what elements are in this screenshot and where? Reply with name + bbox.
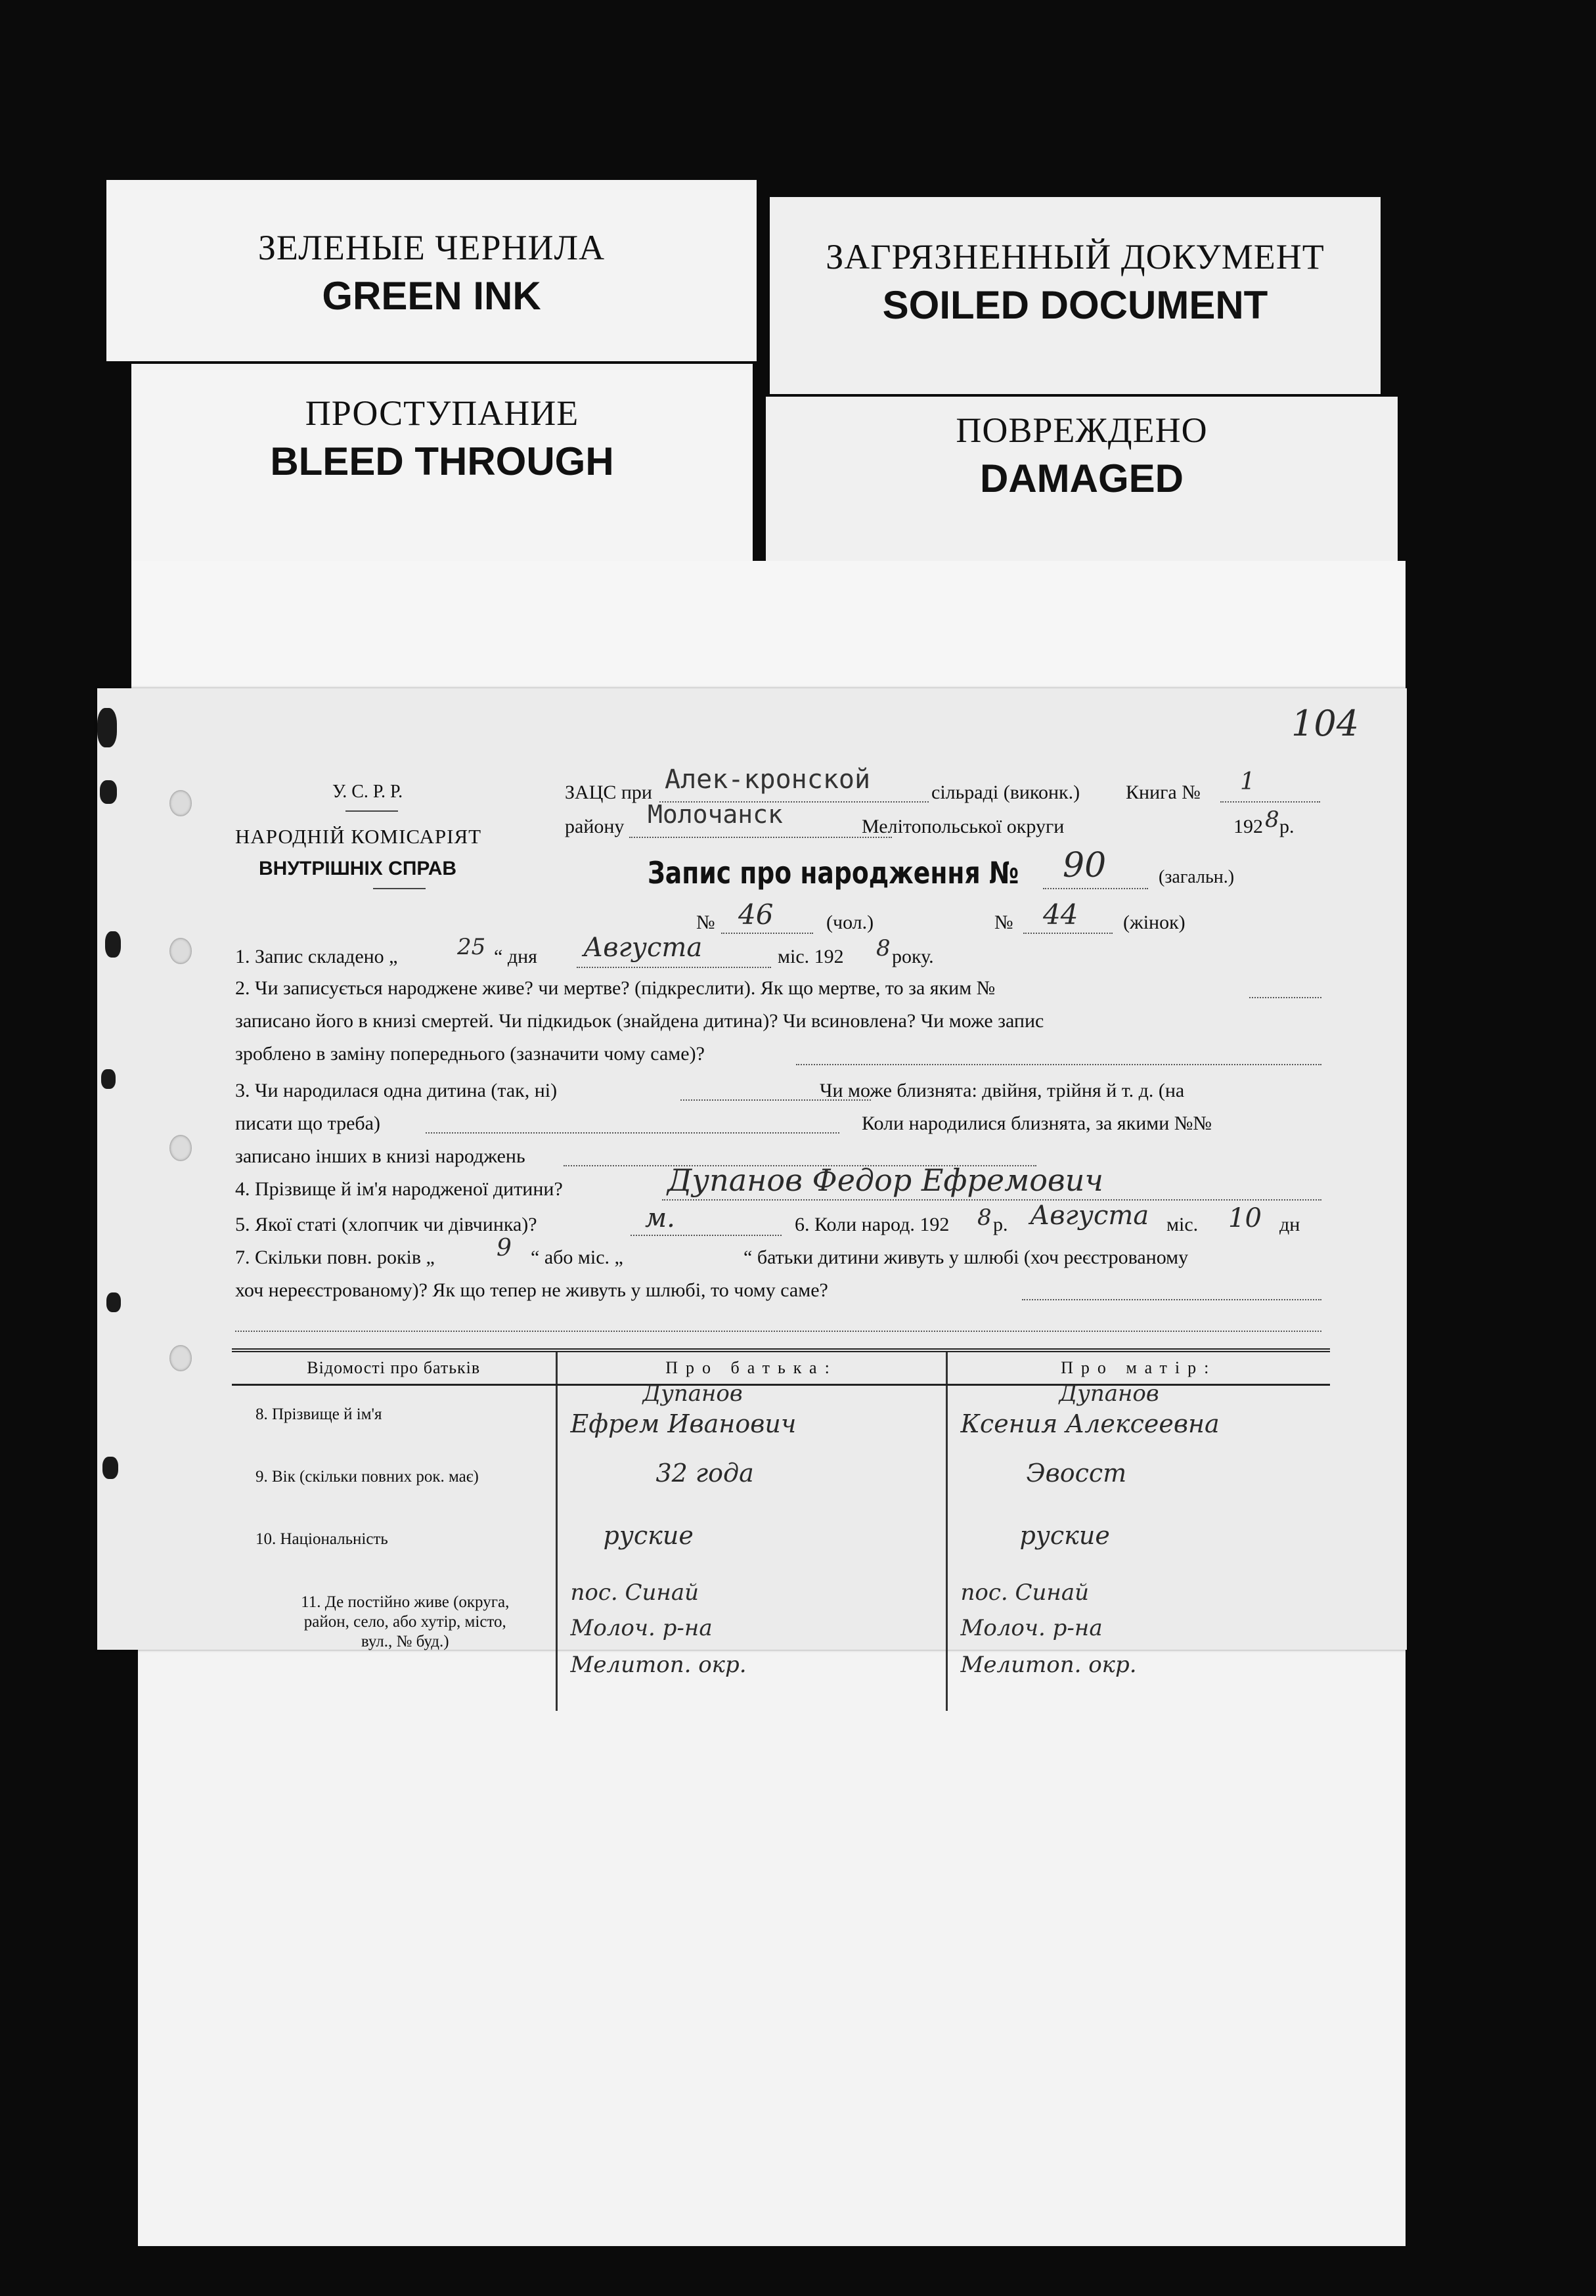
mother-residence-cell <box>946 1579 1330 1711</box>
green-ink-card <box>106 180 757 361</box>
raion-label: району <box>565 816 625 837</box>
page-number: 104 <box>1291 703 1360 744</box>
edge-damage <box>102 1457 118 1479</box>
punch-hole <box>169 1345 192 1371</box>
line-3c: писати що треба) <box>235 1113 380 1134</box>
edge-damage <box>106 1292 121 1312</box>
line-7b: “ або міс. „ <box>531 1247 623 1268</box>
line-2a: 2. Чи записується народжене живе? чи мертве? (підкреслити). Як що мертве, то за яким № <box>235 977 996 999</box>
father-given-name: Ефрем Иванович <box>570 1409 797 1438</box>
year-suffix: р. <box>1279 816 1295 837</box>
line-6-year: р. <box>993 1214 1008 1235</box>
zhinok-no-label: № <box>994 912 1013 933</box>
record-month: Августа <box>583 933 703 963</box>
father-age-cell <box>556 1455 946 1517</box>
mother-age: Эвосст <box>1026 1459 1127 1488</box>
punch-hole <box>169 1135 192 1161</box>
chol-label: (чол.) <box>826 912 874 933</box>
card-label-en: BLEED THROUGH <box>270 439 614 483</box>
line-6-month: міс. <box>1166 1214 1199 1235</box>
mother-nationality-cell <box>946 1517 1330 1579</box>
line-6-day: дн <box>1279 1214 1300 1235</box>
father-nationality: руские <box>603 1521 694 1550</box>
line-5-label: 5. Якої статі (хлопчик чи дівчинка)? <box>235 1214 537 1235</box>
header-father: Про батька: <box>556 1350 946 1385</box>
child-name: Дупанов Федор Ефремович <box>667 1162 1103 1198</box>
birth-month: Августа <box>1030 1201 1149 1231</box>
soiled-document-card <box>770 197 1381 394</box>
father-address-line: Молоч. р-на <box>570 1615 713 1641</box>
line-3a: 3. Чи народилася одна дитина (так, ні) <box>235 1080 558 1101</box>
edge-damage <box>105 931 121 958</box>
raion-stamp: Молочанск <box>648 800 783 829</box>
header-parents-info: Відомості про батьків <box>232 1350 556 1385</box>
silradi-label: сільраді (виконк.) <box>931 782 1080 803</box>
line-1-year: року. <box>892 946 934 967</box>
punch-hole <box>169 938 192 964</box>
line-7c: “ батьки дитини живуть у шлюбі (хоч реєстрованому <box>743 1247 1189 1268</box>
birth-record-form <box>97 688 1407 1678</box>
kniga-label: Книга № <box>1126 782 1201 803</box>
backing-sheet <box>138 1629 1406 2246</box>
line-1-month: міс. 192 <box>778 946 844 967</box>
line-3e: записано інших в книзі народжень <box>235 1145 525 1167</box>
kniga-number: 1 <box>1240 768 1255 795</box>
birth-day: 10 <box>1228 1203 1262 1233</box>
line-3d: Коли народилися близнята, за якими №№ <box>862 1113 1212 1134</box>
line-7d: хоч нереєстрованому)? Як що тепер не живуть у шлюбі, то чому саме? <box>235 1279 828 1301</box>
okrug-label: Мелітопольської округи <box>862 816 1065 837</box>
line-1-day: “ дня <box>494 946 537 967</box>
year-prefix: 192 <box>1233 816 1263 837</box>
row-nationality-label: 10. Національність <box>255 1530 388 1548</box>
header-mother: Про матір: <box>946 1350 1330 1385</box>
damaged-card <box>766 397 1398 563</box>
mother-surname: Дупанов <box>1059 1380 1159 1407</box>
card-label-en: DAMAGED <box>980 456 1184 500</box>
chol-number: 46 <box>738 898 774 931</box>
line-2b: записано його в книзі смертей. Чи підкидьок (знайдена дитина)? Чи всиновлена? Чи може запис <box>235 1010 1044 1032</box>
edge-damage <box>101 1069 116 1089</box>
row-age-label: 9. Вік (скільки повних рок. має) <box>255 1468 479 1486</box>
father-surname: Дупанов <box>642 1380 743 1407</box>
line-7a: 7. Скільки повн. років „ <box>235 1247 435 1268</box>
line-2c: зроблено в заміну попереднього (зазначити чому саме)? <box>235 1043 705 1065</box>
village-council-stamp: Алек-кронской <box>665 764 871 795</box>
row-name-label: 8. Прізвище й ім'я <box>255 1405 382 1423</box>
year-handwritten: 8 <box>1265 806 1279 833</box>
commissariat-label: НАРОДНІЙ КОМІСАРІЯТ <box>235 825 482 848</box>
record-day: 25 <box>457 934 486 960</box>
father-nationality-cell <box>556 1517 946 1579</box>
record-year: 8 <box>876 935 891 961</box>
child-sex: м. <box>645 1203 675 1233</box>
card-label-en: SOILED DOCUMENT <box>882 283 1268 327</box>
father-residence-cell <box>556 1579 946 1711</box>
card-label-ru: ПОВРЕЖДЕНО <box>956 410 1208 450</box>
mother-nationality: руские <box>1019 1521 1110 1550</box>
line-1-label: 1. Запис складено „ <box>235 946 398 967</box>
mother-address-line: пос. Синай <box>960 1579 1089 1606</box>
card-label-ru: ЗЕЛЕНЫЕ ЧЕРНИЛА <box>257 228 606 267</box>
zhinok-label: (жінок) <box>1123 912 1186 933</box>
line-6-label: 6. Коли народ. 192 <box>795 1214 950 1235</box>
card-label-ru: ПРОСТУПАНИЕ <box>305 393 579 433</box>
father-address-line: Мелитоп. окр. <box>570 1652 747 1678</box>
record-number: 90 <box>1063 846 1107 885</box>
card-label-ru: ЗАГРЯЗНЕННЫЙ ДОКУМЕНТ <box>826 237 1325 276</box>
chol-no-label: № <box>696 912 715 933</box>
record-title: Запис про народження № <box>648 855 1019 891</box>
marriage-years: 9 <box>497 1235 512 1262</box>
bleed-through-card <box>131 364 753 567</box>
mother-address-line: Молоч. р-на <box>960 1615 1103 1641</box>
father-address-line: пос. Синай <box>570 1579 699 1606</box>
row-residence-label: 11. Де постійно живе (округа, район, село, або хутір, місто, вул., № буд.) <box>301 1593 510 1650</box>
father-age: 32 года <box>655 1459 754 1488</box>
birth-year: 8 <box>977 1204 992 1231</box>
mother-age-cell <box>946 1455 1330 1517</box>
line-3b: Чи може близнята: двійня, трійня й т. д. (на <box>820 1080 1185 1101</box>
zhinok-number: 44 <box>1043 898 1078 931</box>
mother-name-cell <box>946 1380 1330 1455</box>
zagaln-label: (загальн.) <box>1159 867 1235 887</box>
edge-damage <box>97 708 117 747</box>
ussr-label: У. С. Р. Р. <box>332 782 403 802</box>
internal-affairs-label: ВНУТРІШНІХ СПРАВ <box>259 858 457 879</box>
edge-damage <box>100 780 117 804</box>
father-name-cell <box>556 1380 946 1455</box>
line-4-label: 4. Прізвище й ім'я народженої дитини? <box>235 1178 563 1200</box>
mother-address-line: Мелитоп. окр. <box>960 1652 1137 1678</box>
mother-given-name: Ксения Алексеевна <box>960 1409 1220 1438</box>
zags-label: ЗАЦС при <box>565 782 652 803</box>
card-label-en: GREEN INK <box>322 274 541 318</box>
parents-table <box>232 1348 1330 1711</box>
punch-hole <box>169 790 192 816</box>
